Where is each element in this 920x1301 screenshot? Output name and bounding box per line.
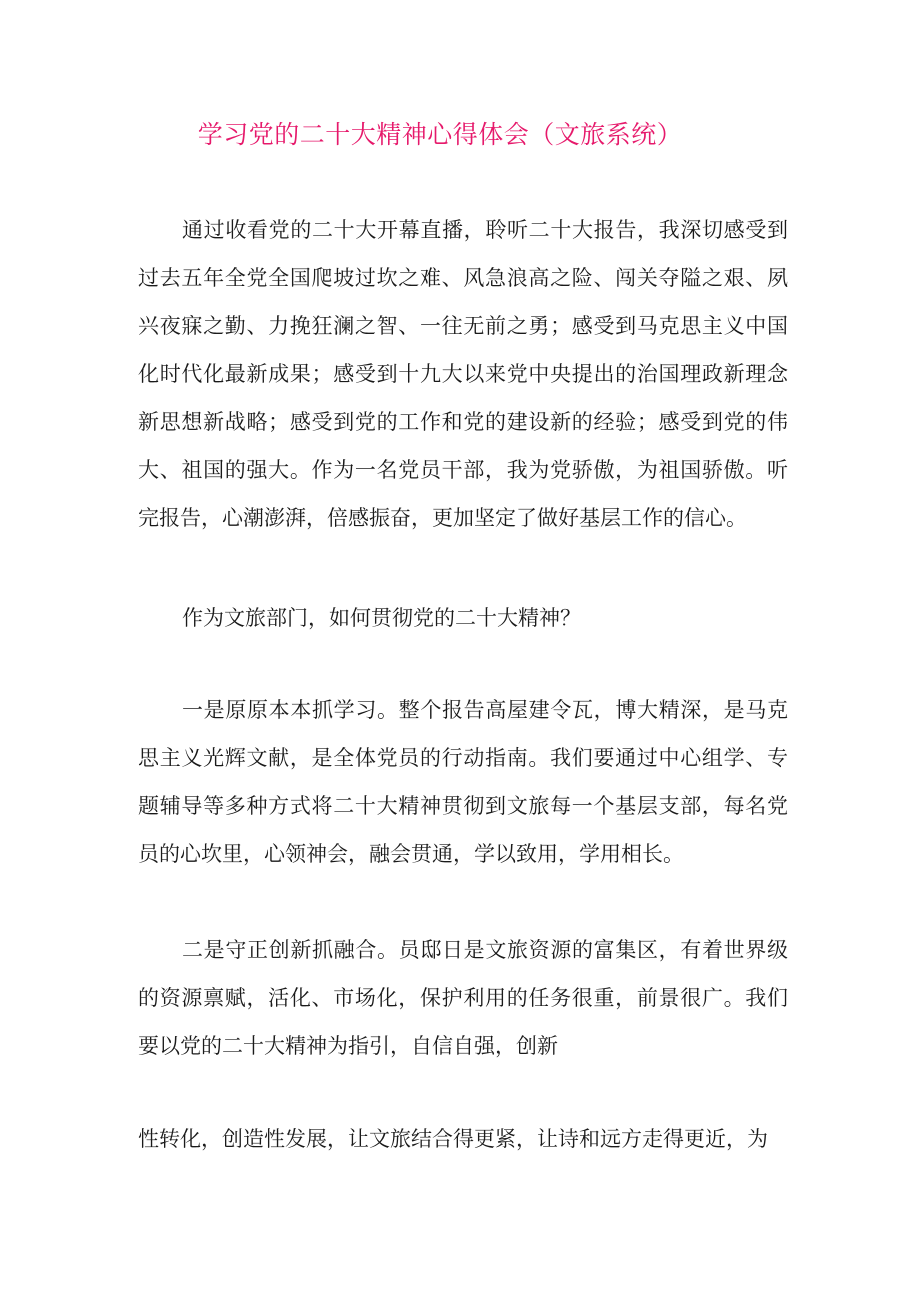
paragraph-intro: 通过收看党的二十大开幕直播，聆听二十大报告，我深切感受到过去五年全党全国爬坡过坎之难、风急浪高之险、闯关夺隘之艰、夙兴夜寐之勤、力挽狂澜之智、一往无前之勇；感受到马克思主义中国化时代化最新成果；感受到十九大以来党中央提出的治国理政新理念新思想新战略；感受到党的工作和党的建设新的经验；感受到党的伟大、祖国的强大。作为一名党员干部，我为党骄傲，为祖国骄傲。听完报告，心潮澎湃，倍感振奋，更加坚定了做好基层工作的信心。 (138, 218, 788, 530)
paragraph-continuation: 性转化，创造性发展，让文旅结合得更紧，让诗和远方走得更近，为 (138, 1127, 768, 1151)
paragraph-point-two: 二是守正创新抓融合。员邸日是文旅资源的富集区，有着世界级的资源禀赋，活化、市场化，保护利用的任务很重，前景很广。我们要以党的二十大精神为指引，自信自强，创新 (138, 938, 788, 1058)
paragraph-point-one: 一是原原本本抓学习。整个报告高屋建令瓦，博大精深，是马克思主义光辉文献，是全体党员的行动指南。我们要通过中心组学、专题辅导等多种方式将二十大精神贯彻到文旅每一个基层支部，每名党员的心坎里，心领神会，融会贯通，学以致用，学用相长。 (138, 698, 788, 866)
paragraph-question: 作为文旅部门，如何贯彻党的二十大精神？ (182, 606, 581, 630)
document-title: 学习党的二十大精神心得体会（文旅系统） (197, 120, 683, 149)
